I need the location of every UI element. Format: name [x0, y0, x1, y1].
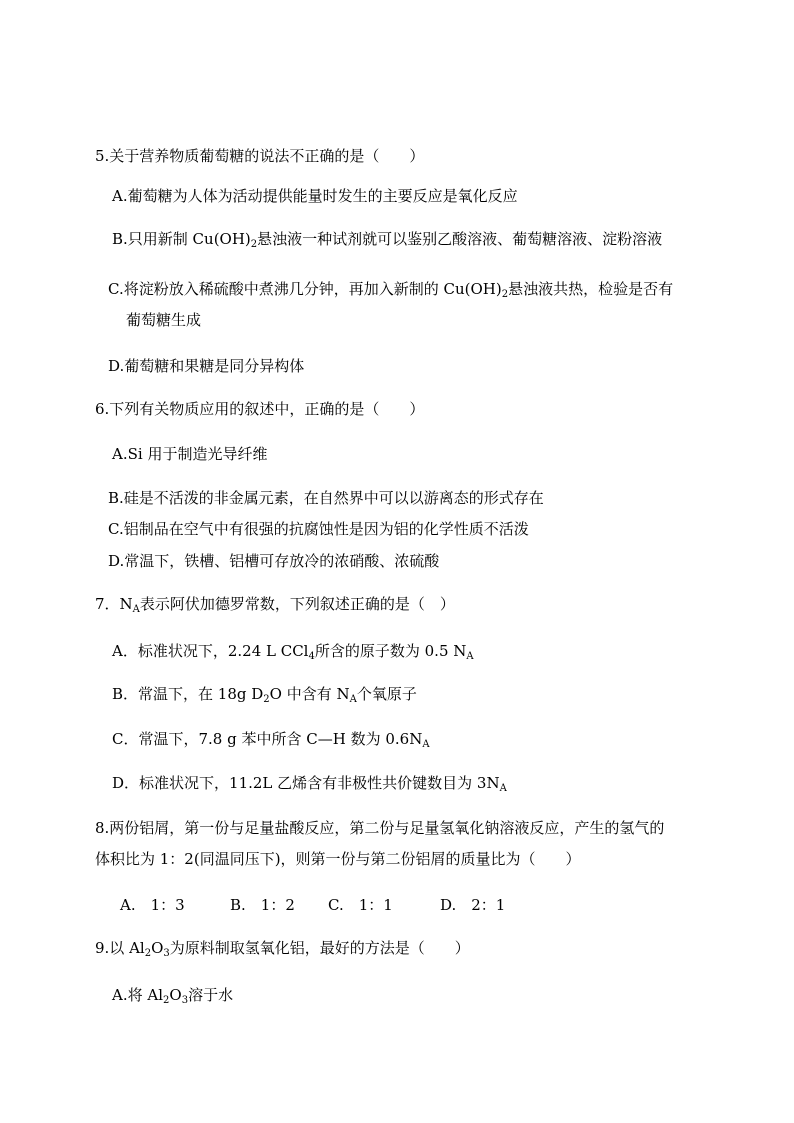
text: 9.以 Al: [95, 939, 145, 957]
question-5-option-c: [108, 279, 673, 299]
question-6-option-c: C.铝制品在空气中有很强的抗腐蚀性是因为铝的化学性质不活泼: [108, 520, 529, 538]
subscript: 4: [308, 651, 315, 662]
question-8-option-d: D. 2：1: [440, 896, 506, 914]
text: 为原料制取氢氧化铝，最好的方法是（ ）: [169, 939, 470, 957]
question-8-stem-line-2: 体积比为 1：2(同温同压下)，则第一份与第二份铝屑的质量比为（ ）: [95, 850, 581, 868]
question-8-option-a: A. 1：3: [120, 896, 185, 914]
text: O: [169, 986, 182, 1004]
question-5-stem: 5.关于营养物质葡萄糖的说法不正确的是（ ）: [95, 147, 425, 165]
question-7-option-b: [112, 684, 417, 704]
text: C．常温下，7.8 g 苯中所含 C—H 数为 0.6N: [112, 730, 423, 748]
question-6-stem: 6.下列有关物质应用的叙述中，正确的是（ ）: [95, 400, 425, 418]
subscript: A: [499, 783, 507, 794]
question-5-option-b: [112, 229, 662, 249]
question-8-option-c: C. 1：1: [328, 896, 393, 914]
question-6-option-d: D.常温下，铁槽、铝槽可存放冷的浓硝酸、浓硫酸: [108, 552, 440, 570]
subscript: A: [422, 739, 430, 750]
subscript: 3: [163, 948, 170, 959]
subscript: 2: [501, 289, 509, 300]
text: 悬浊液共热，检验是否有: [508, 280, 674, 298]
question-9-stem: [95, 938, 470, 958]
text: O 中含有 N: [269, 685, 350, 703]
question-6-option-a: A.Si 用于制造光导纤维: [112, 445, 268, 463]
text: 所含的原子数为 0.5 N: [314, 642, 467, 660]
text: 表示阿伏加德罗常数，下列叙述正确的是（ ）: [139, 595, 455, 613]
question-9-option-a: [112, 985, 233, 1005]
question-7-option-c: [112, 729, 430, 749]
subscript: 2: [144, 948, 152, 959]
text: 个氧原子: [356, 685, 417, 703]
text: 悬浊液一种试剂就可以鉴别乙酸溶液、葡萄糖溶液、淀粉溶液: [257, 230, 663, 248]
subscript: A: [466, 651, 474, 662]
question-7-stem: [95, 594, 455, 614]
text: A.将 Al: [112, 986, 163, 1004]
question-6-option-b: B.硅是不活泼的非金属元素，在自然界中可以以游离态的形式存在: [108, 489, 544, 507]
text: A．标准状况下，2.24 L CCl: [112, 642, 309, 660]
question-8-options: [120, 894, 540, 914]
text: 溶于水: [188, 986, 234, 1004]
subscript: 2: [163, 995, 170, 1006]
question-8-option-b: B. 1：2: [230, 896, 295, 914]
text: B．常温下，在 18g D: [112, 685, 264, 703]
subscript: 2: [250, 239, 258, 250]
text: 7．N: [95, 595, 133, 613]
question-7-option-a: [112, 641, 474, 661]
subscript: A: [132, 604, 140, 615]
text: B.只用新制 Cu(OH): [112, 230, 251, 248]
text: C.将淀粉放入稀硫酸中煮沸几分钟，再加入新制的 Cu(OH): [108, 280, 502, 298]
subscript: A: [349, 694, 357, 705]
question-5-option-a: A.葡萄糖为人体为活动提供能量时发生的主要反应是氧化反应: [112, 187, 518, 205]
question-5-option-c-continued: 葡萄糖生成: [126, 311, 202, 329]
text: D．标准状况下，11.2L 乙烯含有非极性共价键数目为 3N: [112, 774, 500, 792]
question-7-option-d: [112, 773, 507, 793]
text: O: [151, 939, 164, 957]
subscript: 3: [181, 995, 189, 1006]
question-8-stem-line-1: 8.两份铝屑，第一份与足量盐酸反应，第二份与足量氢氧化钠溶液反应，产生的氢气的: [95, 819, 665, 837]
subscript: 2: [263, 694, 270, 705]
question-5-option-d: D.葡萄糖和果糖是同分异构体: [108, 357, 305, 375]
